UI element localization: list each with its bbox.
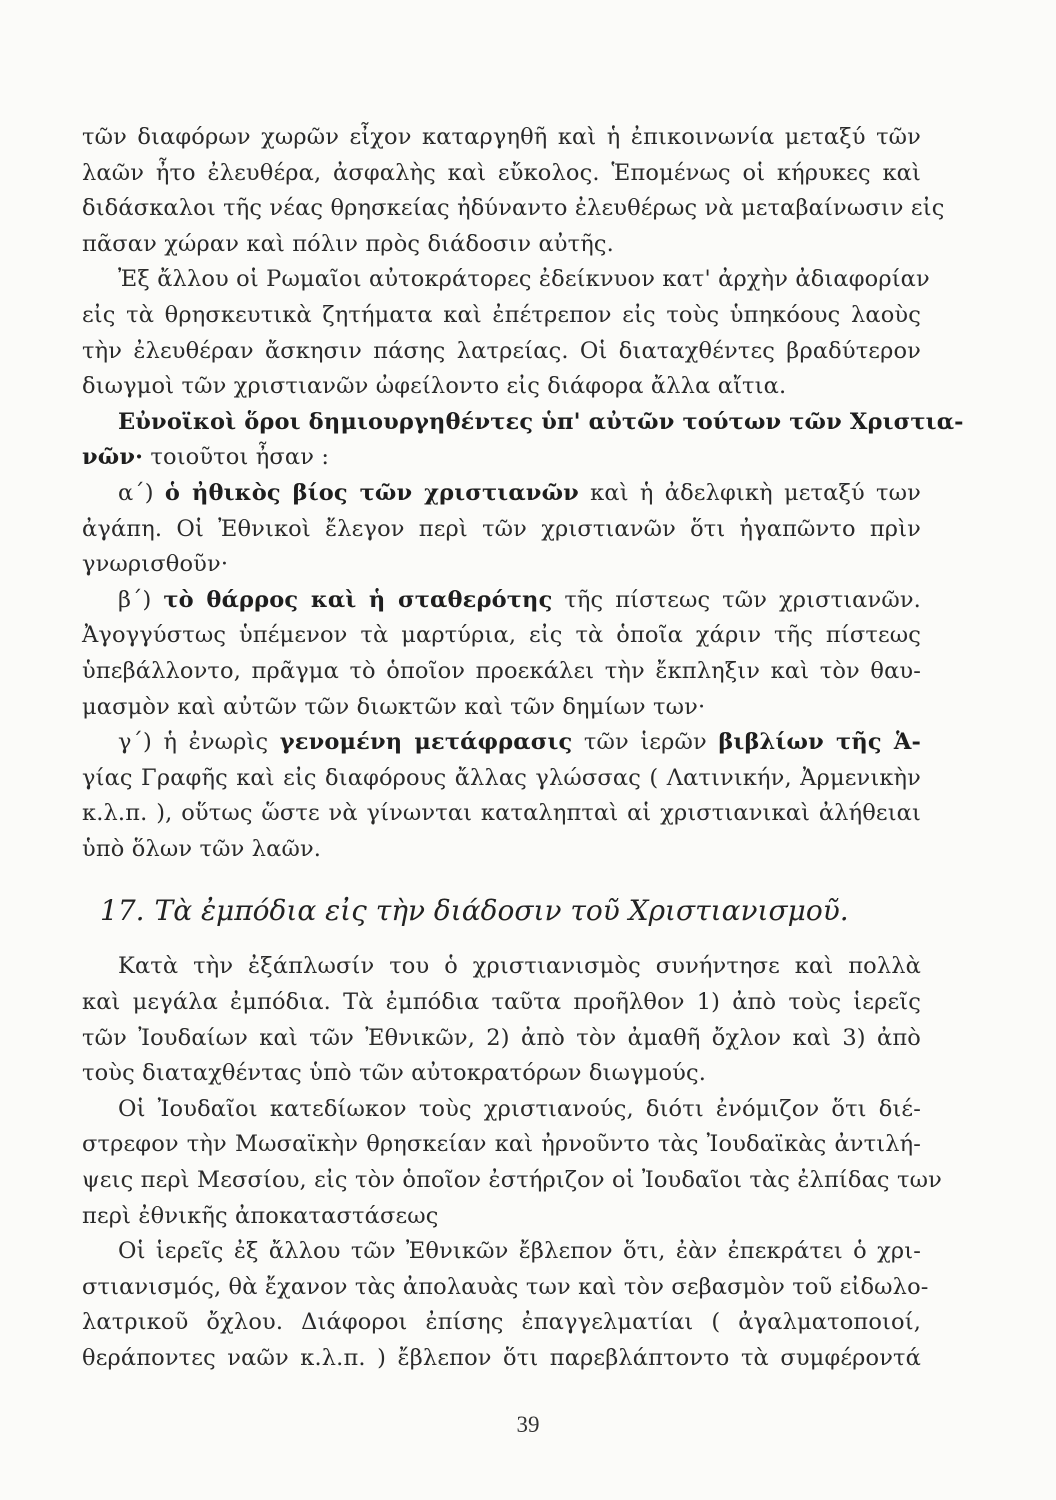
text-line: Κατὰ τὴν ἐξάπλωσίν του ὁ χριστιανισμὸς συνήντησε καὶ πολλὰ	[118, 953, 921, 980]
reason-b-line-4: μασμὸν καὶ αὐτῶν τῶν διωκτῶν καὶ τῶν δημίων των·	[82, 693, 706, 720]
text-line: θεράποντες ναῶν κ.λ.π. ) ἔβλεπον ὅτι παρεβλάπτοντο τὰ συμφέροντά	[82, 1345, 921, 1371]
reason-a-bold: ὁ ἠθικὸς βίος τῶν χριστιανῶν	[164, 479, 579, 506]
text-line: στιανισμός, θὰ ἔχανον τὰς ἀπολαυὰς των καὶ τὸν σεβασμὸν τοῦ εἰδωλο-	[82, 1273, 929, 1300]
text-line: ψεις περὶ Μεσσίου, εἰς τὸν ὁποῖον ἐστήριζον οἱ Ἰουδαῖοι τὰς ἐλπίδας των	[82, 1167, 942, 1194]
reason-a-line-1	[82, 476, 921, 512]
text-line: Οἱ Ἰουδαῖοι κατεδίωκον τοὺς χριστιανούς, διότι ἐνόμιζον ὅτι διέ-	[118, 1095, 921, 1122]
section-title: Τὰ ἐμπόδια εἰς τὴν διάδοσιν τοῦ Χριστιανισμοῦ.	[154, 894, 849, 928]
text-line: Ἐξ ἄλλου οἱ Ρωμαῖοι αὐτοκράτορες ἐδείκνυον κατ' ἀρχὴν ἀδιαφορίαν	[118, 266, 930, 293]
text-line: λαῶν ἦτο ἐλευθέρα, ἀσφαλὴς καὶ εὔκολος. Ἑπομένως οἱ κήρυκες καὶ	[82, 159, 921, 186]
reason-b-bold: τὸ θάρρος καὶ ἡ σταθερότης	[163, 586, 553, 613]
text-line: στρεφον τὴν Μωσαϊκὴν θρησκείαν καὶ ἠρνοῦντο τὰς Ἰουδαϊκὰς ἀντιλή-	[82, 1131, 921, 1158]
reasons-intro-line	[82, 405, 964, 441]
reasons-intro-bold: Εὐνοϊκοὶ ὅροι δημιουργηθέντες ὑπ' αὐτῶν τούτων τῶν Χριστια-	[118, 408, 964, 435]
reasons-intro-line-2	[82, 440, 921, 476]
text-line: εἰς τὰ θρησκευτικὰ ζητήματα καὶ ἐπέτρεπον εἰς τοὺς ὑπηκόους λαοὺς	[82, 301, 921, 328]
reason-b-line-2: Ἀγογγύστως ὑπέμενον τὰ μαρτύρια, εἰς τὰ ὁποῖα χάριν τῆς πίστεως	[82, 622, 921, 649]
reason-a-line-2: ἀγάπη. Οἱ Ἐθνικοὶ ἔλεγον περὶ τῶν χριστιανῶν ὅτι ἠγαπῶντο πρὶν	[82, 515, 921, 542]
text-line: περὶ ἐθνικῆς ἀποκαταστάσεως	[82, 1202, 439, 1229]
page-number: 39	[516, 1412, 540, 1437]
text-line: διδάσκαλοι τῆς νέας θρησκείας ἠδύναντο ἐλευθέρως νὰ μεταβαίνωσιν εἰς	[82, 195, 945, 222]
reason-c-mid: τῶν ἱερῶν	[572, 729, 719, 756]
reason-c-line-2: γίας Γραφῆς καὶ εἰς διαφόρους ἄλλας γλώσσας ( Λατινικήν, Ἀρμενικὴν	[82, 764, 921, 791]
reason-b-rest: τῆς πίστεως τῶν χριστιανῶν.	[552, 586, 921, 613]
text-line: καὶ μεγάλα ἐμπόδια. Τὰ ἐμπόδια ταῦτα προῆλθον 1) ἀπὸ τοὺς ἱερεῖς	[82, 989, 921, 1016]
intro-paragraphs	[82, 120, 945, 405]
text-line: πᾶσαν χώραν καὶ πόλιν πρὸς διάδοσιν αὐτῆς.	[82, 230, 614, 257]
reason-b-label: β΄)	[118, 586, 164, 613]
reason-a-line-3: γνωρισθοῦν·	[82, 551, 229, 578]
reason-c-bold: γενομένη μετάφρασις	[279, 729, 573, 756]
text-line: τῶν διαφόρων χωρῶν εἶχον καταργηθῆ καὶ ἡ ἐπικοινωνία μεταξύ τῶν	[82, 124, 921, 150]
reasons-intro2-rest: τοιοῦτοι ἦσαν :	[143, 444, 330, 471]
reason-a-rest: καὶ ἡ ἀδελφικὴ μεταξύ των	[578, 479, 921, 506]
reason-c-bold-2: βιβλίων τῆς Ἁ-	[718, 729, 921, 756]
reason-b-line-3: ὑπεβάλλοντο, πρᾶγμα τὸ ὁποῖον προεκάλει τὴν ἔκπληξιν καὶ τὸν θαυ-	[82, 657, 921, 684]
obstacles-paragraphs	[82, 949, 942, 1376]
text-line: διωγμοὶ τῶν χριστιανῶν ὠφείλοντο εἰς διάφορα ἄλλα αἴτια.	[82, 373, 787, 400]
reasons-intro2-bold: νῶν·	[82, 444, 144, 471]
reason-c-line-3: κ.λ.π. ), οὕτως ὥστε νὰ γίνωνται καταληπταὶ αἱ χριστιανικαὶ ἀλήθειαι	[82, 800, 921, 827]
text-line: τοὺς διαταχθέντας ὑπὸ τῶν αὐτοκρατόρων διωγμούς.	[82, 1060, 707, 1087]
reason-c-line-4: ὑπὸ ὅλων τῶν λαῶν.	[82, 835, 322, 862]
reason-c-line-1	[82, 725, 921, 761]
reason-a-label: α΄)	[118, 479, 165, 506]
section-heading	[82, 891, 921, 931]
text-line: Οἱ ἱερεῖς ἐξ ἄλλου τῶν Ἐθνικῶν ἔβλεπον ὅτι, ἐὰν ἐπεκράτει ὁ χρι-	[118, 1238, 921, 1265]
text-line: τῶν Ἰουδαίων καὶ τῶν Ἐθνικῶν, 2) ἀπὸ τὸν ἀμαθῆ ὄχλον καὶ 3) ἀπὸ	[82, 1024, 921, 1051]
reason-b-line-1	[82, 583, 921, 619]
section-number: 17.	[100, 894, 145, 928]
reason-c-label: γ΄) ἡ ἐνωρὶς	[118, 729, 280, 756]
text-line: τὴν ἐλευθέραν ἄσκησιν πάσης λατρείας. Οἱ διαταχθέντες βραδύτερον	[82, 337, 921, 364]
text-line: λατρικοῦ ὄχλου. Διάφοροι ἐπίσης ἐπαγγελματίαι ( ἀγαλματοποιοί,	[82, 1309, 921, 1336]
